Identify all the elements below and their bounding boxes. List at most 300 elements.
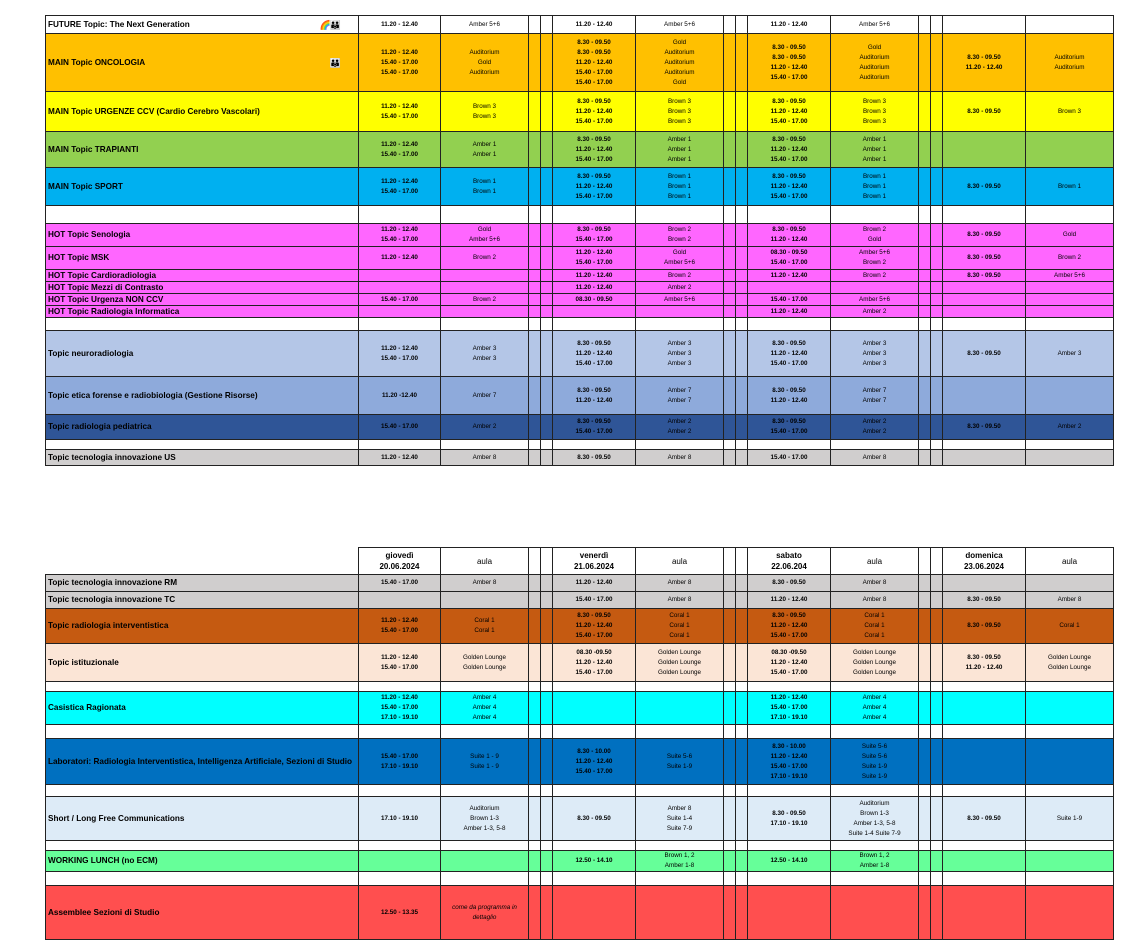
room-cell (636, 306, 724, 318)
spacer-cell (529, 306, 541, 318)
topic-name: Topic tecnologia innovazione TC (48, 595, 176, 604)
spacer-cell (724, 644, 736, 682)
time-cell: 11.20 - 12.40 15.40 - 17.00 (359, 168, 441, 206)
spacer-cell (736, 282, 748, 294)
spacer-cell (736, 16, 748, 34)
room-cell: Auditorium Brown 1-3 Amber 1-3, 5-8 (441, 797, 529, 841)
empty-cell (943, 841, 1026, 851)
topic-name: HOT Topic MSK (48, 253, 110, 262)
topic-name: Short / Long Free Communications (48, 813, 185, 823)
spacer-cell (529, 92, 541, 132)
spacer-cell (736, 168, 748, 206)
room-cell: Golden Lounge Golden Lounge (1026, 644, 1114, 682)
time-cell: 12.50 - 14.10 (553, 851, 636, 872)
room-cell: Brown 2 Brown 2 (636, 224, 724, 247)
spacer-cell (541, 644, 553, 682)
spacer-cell (919, 92, 931, 132)
time-cell: 8.30 - 09.50 15.40 - 17.00 (748, 415, 831, 440)
time-cell: 15.40 - 17.00 (748, 294, 831, 306)
day-date: 21.06.2024 (573, 562, 615, 571)
room-cell: Amber 3 Amber 3 Amber 3 (831, 331, 919, 377)
spacer-cell (529, 377, 541, 415)
empty-cell (919, 841, 931, 851)
empty-cell (636, 872, 724, 886)
time-cell: 8.30 - 09.50 11.20 - 12.40 (748, 224, 831, 247)
empty-cell (553, 785, 636, 797)
room-cell: Amber 8 (636, 575, 724, 592)
spacer-cell (736, 224, 748, 247)
time-cell: 11.20 - 12.40 15.40 - 17.00 15.40 - 17.00 (359, 34, 441, 92)
time-cell: 8.30 - 09.50 15.40 - 17.00 (553, 224, 636, 247)
table-row (46, 331, 1114, 377)
spacer-cell (724, 377, 736, 415)
time-cell: 12.50 - 13.35 (359, 886, 441, 940)
spacer-cell (736, 306, 748, 318)
empty-cell (553, 206, 636, 224)
empty-cell (736, 318, 748, 331)
spacer-cell (541, 575, 553, 592)
spacer-cell (931, 450, 943, 466)
day-name: giovedì (385, 551, 414, 560)
topic-label-topic-etica-forense-e-radiobiologia-gestione-risorse (46, 377, 359, 415)
empty-cell (1026, 318, 1114, 331)
empty-cell (541, 318, 553, 331)
room-cell: Brown 2 Gold (831, 224, 919, 247)
room-cell (1026, 377, 1114, 415)
spacer-cell (541, 739, 553, 785)
room-cell: Brown 3 (1026, 92, 1114, 132)
room-cell: Golden Lounge Golden Lounge (441, 644, 529, 682)
empty-cell (441, 725, 529, 739)
empty-cell (724, 841, 736, 851)
time-cell (943, 377, 1026, 415)
spacer-cell (919, 34, 931, 92)
spacer-cell (919, 592, 931, 609)
empty-cell (529, 725, 541, 739)
time-cell: 11.20 - 12.40 (748, 592, 831, 609)
table-row (46, 692, 1114, 725)
spacer-cell (529, 16, 541, 34)
spacer-cell (736, 450, 748, 466)
empty-cell (541, 440, 553, 450)
empty-cell (943, 785, 1026, 797)
time-cell (943, 739, 1026, 785)
spacer-cell (919, 306, 931, 318)
header-blank (46, 548, 359, 575)
spacer-cell (919, 247, 931, 270)
room-cell: Gold (1026, 224, 1114, 247)
spacer-cell (541, 132, 553, 168)
room-cell: Coral 1 Coral 1 (441, 609, 529, 644)
spacer-cell (724, 306, 736, 318)
day-date: 20.06.2024 (379, 562, 420, 571)
spacer-cell (919, 739, 931, 785)
spacer-cell (724, 886, 736, 940)
room-cell (1026, 294, 1114, 306)
empty-cell (359, 682, 441, 692)
topic-label-hot-topic-radiologia-informatica (46, 306, 359, 318)
empty-cell (529, 440, 541, 450)
time-cell (748, 886, 831, 940)
spacer-cell (529, 886, 541, 940)
spacer-cell (724, 34, 736, 92)
spacer-cell (736, 644, 748, 682)
empty-cell (1026, 440, 1114, 450)
empty-cell (748, 841, 831, 851)
day-name: sabato (776, 551, 802, 560)
empty-cell (724, 872, 736, 886)
room-cell (441, 851, 529, 872)
empty-cell (636, 725, 724, 739)
empty-cell (831, 785, 919, 797)
spacer-cell (919, 644, 931, 682)
spacer-cell (931, 16, 943, 34)
room-cell: Suite 5-6 Suite 5-6 Suite 1-9 Suite 1-9 (831, 739, 919, 785)
aula-header: aula (1026, 548, 1114, 575)
empty-cell (931, 440, 943, 450)
spacer-cell (919, 415, 931, 440)
time-cell: 8.30 - 09.50 (943, 168, 1026, 206)
spacer-cell (919, 270, 931, 282)
spacer-row (46, 440, 1114, 450)
spacer-cell (919, 168, 931, 206)
topic-label-assemblee-sezioni-di-studio (46, 886, 359, 940)
spacer-cell (541, 34, 553, 92)
spacer-cell (736, 294, 748, 306)
room-cell: Amber 8 Suite 1-4 Suite 7-9 (636, 797, 724, 841)
time-cell: 8.30 - 09.50 8.30 - 09.50 11.20 - 12.40 15.40 - 17.00 (748, 34, 831, 92)
spacer-cell (736, 247, 748, 270)
time-cell: 8.30 - 09.50 11.20 - 12.40 (553, 377, 636, 415)
empty-cell (541, 682, 553, 692)
table-row (46, 224, 1114, 247)
empty-cell (441, 785, 529, 797)
time-cell: 11.20 - 12.40 (359, 450, 441, 466)
empty-cell (931, 725, 943, 739)
room-cell: Brown 3 Brown 3 (441, 92, 529, 132)
room-cell: Amber 5+6 Brown 2 (831, 247, 919, 270)
table-row (46, 282, 1114, 294)
time-cell: 8.30 - 09.50 (943, 92, 1026, 132)
empty-cell (529, 841, 541, 851)
spacer-cell (724, 548, 736, 575)
empty-cell (541, 841, 553, 851)
empty-cell (553, 725, 636, 739)
table-row (46, 851, 1114, 872)
empty-cell (736, 872, 748, 886)
empty-cell (1026, 785, 1114, 797)
time-cell (359, 851, 441, 872)
empty-cell (831, 841, 919, 851)
empty-cell (46, 725, 359, 739)
topic-label-topic-istituzionale (46, 644, 359, 682)
spacer-cell (736, 377, 748, 415)
empty-cell (931, 841, 943, 851)
time-cell: 15.40 - 17.00 (748, 450, 831, 466)
room-cell: Brown 3 Brown 3 Brown 3 (636, 92, 724, 132)
empty-cell (943, 318, 1026, 331)
topic-label-topic-tecnologia-innovazione-us (46, 450, 359, 466)
room-cell: Brown 2 (1026, 247, 1114, 270)
spacer-cell (724, 609, 736, 644)
time-cell: 11.20 - 12.40 (553, 282, 636, 294)
room-cell: Brown 1 Brown 1 Brown 1 (831, 168, 919, 206)
spacer-cell (736, 692, 748, 725)
empty-cell (1026, 725, 1114, 739)
table-row (46, 34, 1114, 92)
empty-cell (529, 206, 541, 224)
spacer-cell (919, 575, 931, 592)
time-cell (943, 450, 1026, 466)
empty-cell (748, 318, 831, 331)
empty-cell (736, 725, 748, 739)
spacer-cell (919, 797, 931, 841)
room-cell: Brown 2 (441, 294, 529, 306)
empty-cell (46, 841, 359, 851)
room-cell: Amber 2 (636, 282, 724, 294)
schedule-table-topics (45, 15, 1114, 466)
topic-name: Topic tecnologia innovazione US (48, 452, 176, 462)
spacer-cell (529, 224, 541, 247)
time-cell: 8.30 - 09.50 11.20 - 12.40 15.40 - 17.00 (748, 92, 831, 132)
spacer-row (46, 841, 1114, 851)
empty-cell (943, 206, 1026, 224)
topic-label-hot-topic-mezzi-di-contrasto (46, 282, 359, 294)
empty-cell (736, 841, 748, 851)
day-date: 23.06.2024 (963, 562, 1005, 571)
room-cell: Amber 2 Amber 2 (636, 415, 724, 440)
aula-header: aula (636, 548, 724, 575)
room-cell: Amber 8 (441, 575, 529, 592)
spacer-cell (919, 851, 931, 872)
room-cell: Amber 2 (441, 415, 529, 440)
empty-cell (831, 206, 919, 224)
table-row (46, 739, 1114, 785)
time-cell: 15.40 - 17.00 (359, 415, 441, 440)
spacer-cell (736, 270, 748, 282)
empty-cell (529, 682, 541, 692)
spacer-cell (724, 224, 736, 247)
empty-cell (46, 440, 359, 450)
room-cell: Amber 2 Amber 2 (831, 415, 919, 440)
topic-name: HOT Topic Cardioradiologia (48, 270, 157, 280)
empty-cell (831, 440, 919, 450)
room-cell: Brown 2 (831, 270, 919, 282)
room-cell (1026, 16, 1114, 34)
room-cell: Golden Lounge Golden Lounge Golden Lounge (831, 644, 919, 682)
empty-cell (748, 206, 831, 224)
spacer-cell (541, 797, 553, 841)
room-cell: Amber 7 Amber 7 (831, 377, 919, 415)
room-cell (1026, 886, 1114, 940)
spacer-cell (724, 851, 736, 872)
time-cell: 11.20 - 12.40 15.40 - 17.00 17.10 - 19.10 (359, 692, 441, 725)
empty-cell (553, 440, 636, 450)
spacer-cell (724, 331, 736, 377)
empty-cell (359, 872, 441, 886)
spacer-cell (529, 609, 541, 644)
table-row (46, 168, 1114, 206)
empty-cell (636, 785, 724, 797)
empty-cell (541, 785, 553, 797)
topic-name: Topic tecnologia innovazione RM (48, 578, 178, 587)
room-cell: Amber 4 Amber 4 Amber 4 (441, 692, 529, 725)
room-cell: Gold Auditorium Auditorium Auditorium (831, 34, 919, 92)
topic-label-casistica-ragionata (46, 692, 359, 725)
time-cell: 8.30 - 09.50 11.20 - 12.40 (943, 644, 1026, 682)
room-cell (441, 270, 529, 282)
spacer-cell (736, 575, 748, 592)
time-cell: 11.20 - 12.40 15.40 - 17.00 (359, 92, 441, 132)
empty-cell (931, 785, 943, 797)
empty-cell (736, 682, 748, 692)
spacer-row (46, 682, 1114, 692)
empty-cell (441, 206, 529, 224)
empty-cell (636, 440, 724, 450)
time-cell: 11.20 - 12.40 15.40 - 17.00 (359, 331, 441, 377)
spacer-cell (724, 294, 736, 306)
spacer-cell (736, 132, 748, 168)
time-cell: 11.20 - 12.40 (553, 575, 636, 592)
room-cell: Brown 2 (441, 247, 529, 270)
room-cell: Amber 3 Amber 3 Amber 3 (636, 331, 724, 377)
day-name: domenica (965, 551, 1003, 560)
topic-name: FUTURE Topic: The Next Generation (48, 19, 190, 29)
time-cell: 15.40 - 17.00 (553, 592, 636, 609)
time-cell: 8.30 - 09.50 11.20 - 12.40 15.40 - 17.00 (553, 609, 636, 644)
spacer-cell (529, 739, 541, 785)
room-cell (1026, 132, 1114, 168)
spacer-cell (931, 270, 943, 282)
time-cell: 8.30 - 09.50 17.10 - 19.10 (748, 797, 831, 841)
spacer-cell (724, 282, 736, 294)
room-cell: Suite 1-9 (1026, 797, 1114, 841)
spacer-cell (736, 739, 748, 785)
room-cell: Brown 1 (1026, 168, 1114, 206)
topic-name: Topic istituzionale (48, 657, 119, 667)
spacer-cell (529, 797, 541, 841)
empty-cell (359, 318, 441, 331)
room-cell: Amber 5+6 (636, 294, 724, 306)
spacer-cell (541, 282, 553, 294)
table-row (46, 16, 1114, 34)
room-cell (441, 306, 529, 318)
spacer-cell (541, 377, 553, 415)
time-cell (553, 306, 636, 318)
empty-cell (359, 785, 441, 797)
table-row (46, 575, 1114, 592)
room-cell: Amber 5+6 (831, 294, 919, 306)
spacer-cell (736, 548, 748, 575)
time-cell: 8.30 - 09.50 (943, 331, 1026, 377)
topic-name: HOT Topic Urgenza NON CCV (48, 294, 164, 304)
room-cell (1026, 282, 1114, 294)
empty-cell (553, 841, 636, 851)
spacer-cell (736, 331, 748, 377)
time-cell: 11.20 - 12.40 (748, 16, 831, 34)
topic-name: Topic radiologia pediatrica (48, 422, 152, 431)
time-cell: 15.40 - 17.00 (359, 294, 441, 306)
spacer-cell (724, 92, 736, 132)
spacer-cell (736, 886, 748, 940)
spacer-cell (541, 609, 553, 644)
spacer-cell (931, 739, 943, 785)
room-cell: Brown 1 Brown 1 Brown 1 (636, 168, 724, 206)
topic-label-hot-topic-urgenza-non-ccv (46, 294, 359, 306)
time-cell: 11.20 - 12.40 (359, 247, 441, 270)
room-cell: Amber 8 (831, 450, 919, 466)
spacer-cell (931, 282, 943, 294)
table-row (46, 92, 1114, 132)
time-cell: 8.30 - 09.50 (943, 247, 1026, 270)
room-cell: Gold Amber 5+6 (441, 224, 529, 247)
empty-cell (831, 872, 919, 886)
empty-cell (748, 872, 831, 886)
topic-name: MAIN Topic SPORT (48, 181, 123, 191)
empty-cell (441, 841, 529, 851)
empty-cell (943, 872, 1026, 886)
spacer-cell (529, 851, 541, 872)
empty-cell (919, 785, 931, 797)
empty-cell (541, 725, 553, 739)
spacer-cell (736, 92, 748, 132)
empty-cell (541, 872, 553, 886)
spacer-cell (529, 282, 541, 294)
spacer-cell (529, 294, 541, 306)
room-cell: Amber 2 (831, 306, 919, 318)
empty-cell (359, 440, 441, 450)
time-cell (943, 282, 1026, 294)
spacer-cell (736, 415, 748, 440)
spacer-cell (919, 692, 931, 725)
empty-cell (724, 206, 736, 224)
topic-name: Topic radiologia interventistica (48, 621, 169, 630)
time-cell: 8.30 - 10.00 11.20 - 12.40 15.40 - 17.00 17.10 - 19.10 (748, 739, 831, 785)
room-cell: Auditorium Auditorium (1026, 34, 1114, 92)
time-cell: 11.20 - 12.40 15.40 - 17.00 (359, 609, 441, 644)
spacer-cell (931, 851, 943, 872)
empty-cell (359, 206, 441, 224)
spacer-cell (529, 692, 541, 725)
spacer-cell (541, 270, 553, 282)
spacer-cell (541, 168, 553, 206)
time-cell: 8.30 - 10.00 11.20 - 12.40 15.40 - 17.00 (553, 739, 636, 785)
spacer-row (46, 725, 1114, 739)
day-name: venerdì (579, 551, 609, 560)
time-cell: 8.30 - 09.50 (943, 797, 1026, 841)
spacer-cell (529, 270, 541, 282)
room-cell: Amber 5+6 (831, 16, 919, 34)
empty-cell (553, 318, 636, 331)
room-cell: Amber 7 (441, 377, 529, 415)
time-cell (943, 692, 1026, 725)
time-cell: 8.30 - 09.50 11.20 - 12.40 15.40 - 17.00 (553, 168, 636, 206)
empty-cell (46, 682, 359, 692)
spacer-cell (541, 886, 553, 940)
time-cell (553, 692, 636, 725)
time-cell (359, 306, 441, 318)
room-cell (636, 692, 724, 725)
empty-cell (529, 872, 541, 886)
time-cell: 8.30 - 09.50 11.20 - 12.40 15.40 - 17.00 (748, 132, 831, 168)
spacer-cell (724, 168, 736, 206)
topic-label-hot-topic-senologia (46, 224, 359, 247)
topic-name: HOT Topic Radiologia Informatica (48, 306, 180, 316)
room-cell (1026, 450, 1114, 466)
empty-cell (636, 682, 724, 692)
spacer-row (46, 785, 1114, 797)
room-cell: Brown 1, 2 Amber 1-8 (831, 851, 919, 872)
